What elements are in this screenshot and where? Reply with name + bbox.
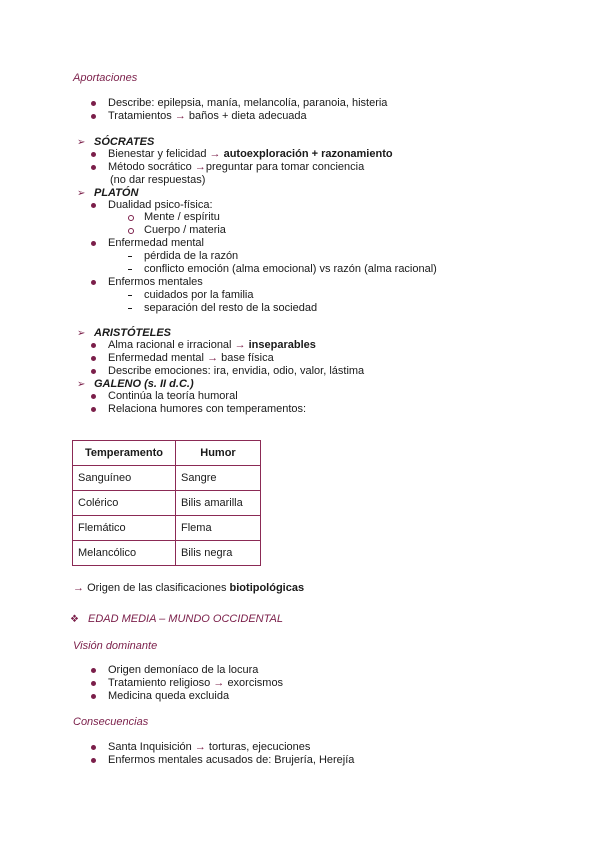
list-item-continuation: (no dar respuestas) xyxy=(110,174,206,186)
section-title-platon: PLATÓN xyxy=(94,187,139,199)
sub-list-item: conflicto emoción (alma emocional) vs razón (alma racional) xyxy=(144,263,437,275)
table-header-cell: Temperamento xyxy=(73,441,176,466)
table-cell: Sanguíneo xyxy=(73,466,176,491)
table-cell: Colérico xyxy=(73,491,176,516)
list-item: Método socrático →preguntar para tomar conciencia xyxy=(108,161,365,173)
table-cell: Bilis negra xyxy=(176,541,261,566)
list-item: Medicina queda excluida xyxy=(108,690,230,702)
table-cell: Flemático xyxy=(73,516,176,541)
bullet xyxy=(91,356,96,361)
list-item: Santa Inquisición → torturas, ejecuciones xyxy=(108,741,311,753)
sub-list-item: Cuerpo / materia xyxy=(144,224,226,236)
table-cell: Flema xyxy=(176,516,261,541)
bullet xyxy=(91,668,96,673)
list-item: Enfermos mentales xyxy=(108,276,203,288)
table-row xyxy=(73,516,261,541)
bullet xyxy=(91,114,96,119)
section-title-galeno: GALENO (s. II d.C.) xyxy=(94,378,194,390)
list-item: Alma racional e irracional → inseparables xyxy=(108,339,316,351)
section-heading-aportaciones: Aportaciones xyxy=(73,72,138,84)
list-item: Describe emociones: ira, envidia, odio, valor, lástima xyxy=(108,365,365,377)
table-cell: Bilis amarilla xyxy=(176,491,261,516)
section-heading-edad-media: EDAD MEDIA – MUNDO OCCIDENTAL xyxy=(88,613,283,625)
table-header-cell: Humor xyxy=(176,441,261,466)
table-cell: Sangre xyxy=(176,466,261,491)
list-item: Continúa la teoría humoral xyxy=(108,390,238,402)
dash-bullet xyxy=(128,256,132,257)
list-item: Enfermos mentales acusados de: Brujería, Herejía xyxy=(108,754,355,766)
dash-bullet xyxy=(128,295,132,296)
arrowhead-bullet-icon: ➢ xyxy=(77,328,86,339)
section-title-aristoteles: ARISTÓTELES xyxy=(94,327,172,339)
arrowhead-bullet-icon: ➢ xyxy=(77,188,86,199)
bullet xyxy=(91,152,96,157)
diamond-bullet-icon: ❖ xyxy=(70,614,79,625)
dash-bullet xyxy=(128,269,132,270)
sub-list-item: cuidados por la familia xyxy=(144,289,254,301)
circle-bullet xyxy=(128,228,134,234)
bullet xyxy=(91,681,96,686)
list-item: Bienestar y felicidad → autoexploración + razonamiento xyxy=(108,148,393,160)
table-cell: Melancólico xyxy=(73,541,176,566)
table-header-row xyxy=(73,441,261,466)
table-row xyxy=(73,466,261,491)
list-item: Tratamiento religioso → exorcismos xyxy=(108,677,284,689)
bullet xyxy=(91,343,96,348)
bullet xyxy=(91,694,96,699)
list-item: Origen demoníaco de la locura xyxy=(108,664,259,676)
list-item: Dualidad psico-física: xyxy=(108,199,213,211)
table-row xyxy=(73,541,261,566)
arrowhead-bullet-icon: ➢ xyxy=(77,137,86,148)
section-title-socrates: SÓCRATES xyxy=(94,136,155,148)
bullet xyxy=(91,241,96,246)
bullet xyxy=(91,280,96,285)
circle-bullet xyxy=(128,215,134,221)
bullet xyxy=(91,203,96,208)
list-item: Tratamientos → baños + dieta adecuada xyxy=(108,110,307,122)
sub-list-item: pérdida de la razón xyxy=(144,250,239,262)
dash-bullet xyxy=(128,308,132,309)
bullet xyxy=(91,745,96,750)
subheading-consecuencias: Consecuencias xyxy=(73,716,149,728)
bullet xyxy=(91,101,96,106)
sub-list-item: Mente / espíritu xyxy=(144,211,220,223)
list-item: Enfermedad mental → base física xyxy=(108,352,274,364)
origin-note: → Origen de las clasificaciones biotipológicas xyxy=(73,582,305,594)
list-item: Relaciona humores con temperamentos: xyxy=(108,403,307,415)
table-row xyxy=(73,491,261,516)
sub-list-item: separación del resto de la sociedad xyxy=(144,302,318,314)
bullet xyxy=(91,407,96,412)
bullet xyxy=(91,758,96,763)
bullet xyxy=(91,165,96,170)
temperament-humor-table xyxy=(72,440,261,566)
bullet xyxy=(91,394,96,399)
list-item: Describe: epilepsia, manía, melancolía, paranoia, histeria xyxy=(108,97,388,109)
list-item: Enfermedad mental xyxy=(108,237,204,249)
bullet xyxy=(91,369,96,374)
arrowhead-bullet-icon: ➢ xyxy=(77,379,86,390)
subheading-vision: Visión dominante xyxy=(73,640,158,652)
